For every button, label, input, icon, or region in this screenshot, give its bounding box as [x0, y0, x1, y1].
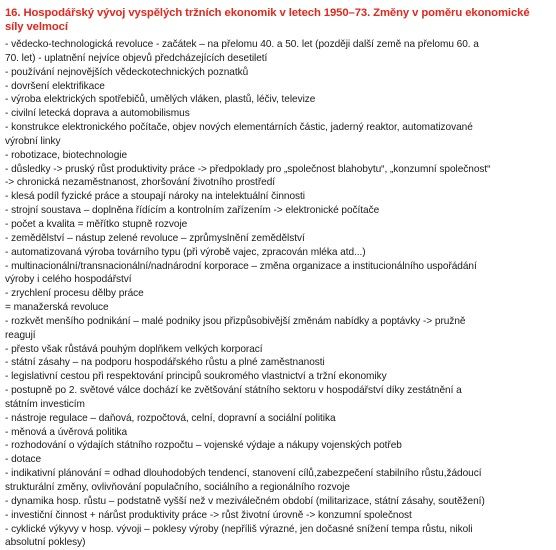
document-body — [5, 38, 548, 550]
document-title — [5, 6, 548, 34]
text-line: - používání nejnovějších vědeckotechnických poznatků — [5, 66, 249, 78]
text-line: - rozhodování o výdajích státního rozpočtu – vojenské výdaje a nákupy vojenských potřeb — [5, 440, 402, 452]
text-line: = manažerská revoluce — [5, 302, 109, 314]
text-line: - dynamika hosp. růstu – podstatně vyšší než v meziválečném období (militarizace, státní zásahy, soutěžení) — [5, 495, 485, 507]
text-line: - klesá podíl fyzické práce a stoupají nároky na intelektuální činnosti — [5, 191, 305, 203]
text-line: - zrychlení procesu dělby práce — [5, 288, 144, 300]
text-line: - civilní letecká doprava a automobilismus — [5, 108, 190, 120]
text-line: - zemědělství – nástup zelené revoluce – zprůmyslnění zemědělství — [5, 232, 305, 244]
text-line: absolutní poklesy) — [5, 537, 86, 549]
text-line: - měnová a úvěrová politika — [5, 426, 128, 438]
text-line: - rozkvět menšího podnikání – malé podniky jsou přizpůsobivější změnám nabídky a poptávky -> pružně — [5, 315, 466, 327]
text-line: - legislativní cestou při respektování principů soukromého vlastnictví a tržní ekonomiky — [5, 371, 387, 383]
text-line: - indikativní plánování = odhad dlouhodobých tendencí, stanovení cílů,zabezpečení stabilního růstu,žádoucí — [5, 468, 482, 480]
text-line: - postupně po 2. světové válce dochází ke zvětšování státního sektoru v hospodářství díky zestátnění a — [5, 385, 462, 397]
text-line: státním investicím — [5, 398, 85, 410]
text-line: - cyklické výkyvy v hosp. vývoji – poklesy výroby (nepříliš výrazné, jen dočasné snížení tempa růstu, nikoli — [5, 523, 473, 535]
text-line: - konstrukce elektronického počítače, objev nových elementárních částic, jaderný reaktor, automatizované — [5, 122, 473, 134]
text-line: - výroba elektrických spotřebičů, umělých vláken, plastů, léčiv, televize — [5, 94, 316, 106]
text-line: - investiční činnost + nárůst produktivity práce -> růst životní úrovně -> konzumní společnost — [5, 509, 412, 521]
text-line: reagují — [5, 329, 36, 341]
text-line: - dotace — [5, 454, 42, 466]
text-line: - důsledky -> pruský růst produktivity práce -> předpoklady pro „společnost blahobytu“, „konzumní společnost“ — [5, 163, 491, 175]
title-line: síly velmocí — [5, 21, 68, 33]
text-line: - přesto však růstává pouhým doplňkem velkých korporací — [5, 343, 263, 355]
text-line: - automatizovaná výroba továrního typu (při výrobě vajec, zpracován mléka atd...) — [5, 246, 366, 258]
text-line: -> chronická nezaměstnanost, zhoršování životního prostředí — [5, 177, 276, 189]
text-line: strukturální změny, ovlivňování populačního, sociálního a regionálního rozvoje — [5, 482, 350, 493]
text-line: - dovršení elektrifikace — [5, 80, 105, 92]
text-line: 70. let) - uplatnění nejvíce objevů předcházejících desetiletí — [5, 52, 268, 64]
title-line: 16. Hospodářský vývoj vyspělých tržních ekonomik v letech 1950–73. Změny v poměru ekonomické — [5, 7, 530, 19]
text-line: - počet a kvalita = měřítko stupně rozvoje — [5, 218, 188, 230]
text-line: - vědecko-technologická revoluce - začátek – na přelomu 40. a 50. let (později další země na přelomu 60. a — [5, 39, 479, 50]
text-line: - strojní soustava – doplněna řídícím a kontrolním zařízením -> elektronické počítače — [5, 205, 380, 217]
text-line: - robotizace, biotechnologie — [5, 149, 128, 161]
text-line: výroby i celého hospodářství — [5, 274, 132, 286]
text-line: - nástroje regulace – daňová, rozpočtová, celní, dopravní a sociální politika — [5, 412, 336, 424]
text-line: - státní zásahy – na podporu hospodářského růstu a plné zaměstnanosti — [5, 357, 325, 369]
text-line: - multinacionální/transnacionální/nadnárodní korporace – změna organizace a institucionálního uspořádání — [5, 260, 477, 272]
text-line: výrobní linky — [5, 135, 61, 147]
